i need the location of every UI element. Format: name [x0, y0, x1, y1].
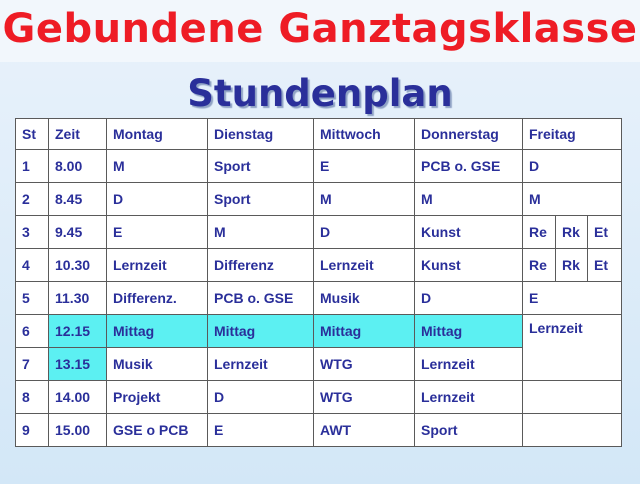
cell-mittwoch: Lernzeit: [314, 249, 415, 282]
cell-montag: Differenz.: [107, 282, 208, 315]
timetable: [15, 118, 622, 447]
cell-st: 8: [16, 381, 49, 414]
cell-freitag: [523, 414, 622, 447]
header-st: St: [16, 119, 49, 150]
cell-mittwoch-mittag: Mittag: [314, 315, 415, 348]
cell-freitag-rk: Rk: [556, 216, 588, 249]
cell-freitag-et: Et: [588, 249, 622, 282]
cell-montag: E: [107, 216, 208, 249]
cell-mittwoch: D: [314, 216, 415, 249]
header-mittwoch: Mittwoch: [314, 119, 415, 150]
cell-freitag-re: Re: [523, 249, 556, 282]
header-donnerstag: Donnerstag: [415, 119, 523, 150]
cell-montag: Lernzeit: [107, 249, 208, 282]
cell-dienstag: M: [208, 216, 314, 249]
cell-zeit: 10.30: [49, 249, 107, 282]
cell-zeit: 15.00: [49, 414, 107, 447]
table-row: [16, 381, 622, 414]
cell-freitag-rk: Rk: [556, 249, 588, 282]
cell-dienstag: PCB o. GSE: [208, 282, 314, 315]
cell-mittwoch: WTG: [314, 381, 415, 414]
cell-zeit: 8.45: [49, 183, 107, 216]
cell-freitag-et: Et: [588, 216, 622, 249]
cell-dienstag: Lernzeit: [208, 348, 314, 381]
cell-freitag-lernzeit: Lernzeit: [523, 315, 622, 381]
table-row: [16, 282, 622, 315]
page-subtitle: Stundenplan: [187, 72, 453, 115]
cell-montag: Musik: [107, 348, 208, 381]
header-freitag: Freitag: [523, 119, 622, 150]
cell-montag-mittag: Mittag: [107, 315, 208, 348]
cell-montag: M: [107, 150, 208, 183]
cell-st: 5: [16, 282, 49, 315]
table-row: [16, 216, 622, 249]
table-row: [16, 315, 622, 348]
cell-zeit-highlight: 13.15: [49, 348, 107, 381]
cell-freitag: E: [523, 282, 622, 315]
header-montag: Montag: [107, 119, 208, 150]
cell-mittwoch: AWT: [314, 414, 415, 447]
cell-st: 1: [16, 150, 49, 183]
cell-st: 4: [16, 249, 49, 282]
cell-mittwoch: E: [314, 150, 415, 183]
cell-donnerstag: Kunst: [415, 216, 523, 249]
cell-montag: D: [107, 183, 208, 216]
cell-dienstag: E: [208, 414, 314, 447]
table-row: [16, 414, 622, 447]
header-zeit: Zeit: [49, 119, 107, 150]
cell-zeit-highlight: 12.15: [49, 315, 107, 348]
cell-mittwoch: Musik: [314, 282, 415, 315]
header-row: [16, 119, 622, 150]
cell-dienstag: Sport: [208, 150, 314, 183]
cell-donnerstag: PCB o. GSE: [415, 150, 523, 183]
cell-dienstag: D: [208, 381, 314, 414]
cell-mittwoch: M: [314, 183, 415, 216]
page-title: Gebundene Ganztagsklasse: [2, 6, 638, 52]
cell-zeit: 9.45: [49, 216, 107, 249]
cell-zeit: 11.30: [49, 282, 107, 315]
cell-donnerstag: D: [415, 282, 523, 315]
cell-st: 2: [16, 183, 49, 216]
table-row: [16, 249, 622, 282]
cell-freitag: D: [523, 150, 622, 183]
cell-freitag: M: [523, 183, 622, 216]
cell-donnerstag: Sport: [415, 414, 523, 447]
cell-zeit: 8.00: [49, 150, 107, 183]
table-row: [16, 150, 622, 183]
cell-donnerstag: Lernzeit: [415, 348, 523, 381]
cell-st: 3: [16, 216, 49, 249]
cell-donnerstag-mittag: Mittag: [415, 315, 523, 348]
cell-dienstag: Sport: [208, 183, 314, 216]
cell-freitag: [523, 381, 622, 414]
cell-mittwoch: WTG: [314, 348, 415, 381]
cell-st: 7: [16, 348, 49, 381]
table-row: [16, 183, 622, 216]
cell-zeit: 14.00: [49, 381, 107, 414]
cell-donnerstag: Kunst: [415, 249, 523, 282]
cell-dienstag: Differenz: [208, 249, 314, 282]
cell-st: 9: [16, 414, 49, 447]
cell-st: 6: [16, 315, 49, 348]
cell-dienstag-mittag: Mittag: [208, 315, 314, 348]
cell-montag: Projekt: [107, 381, 208, 414]
cell-donnerstag: M: [415, 183, 523, 216]
cell-donnerstag: Lernzeit: [415, 381, 523, 414]
header-dienstag: Dienstag: [208, 119, 314, 150]
cell-montag: GSE o PCB: [107, 414, 208, 447]
cell-freitag-re: Re: [523, 216, 556, 249]
